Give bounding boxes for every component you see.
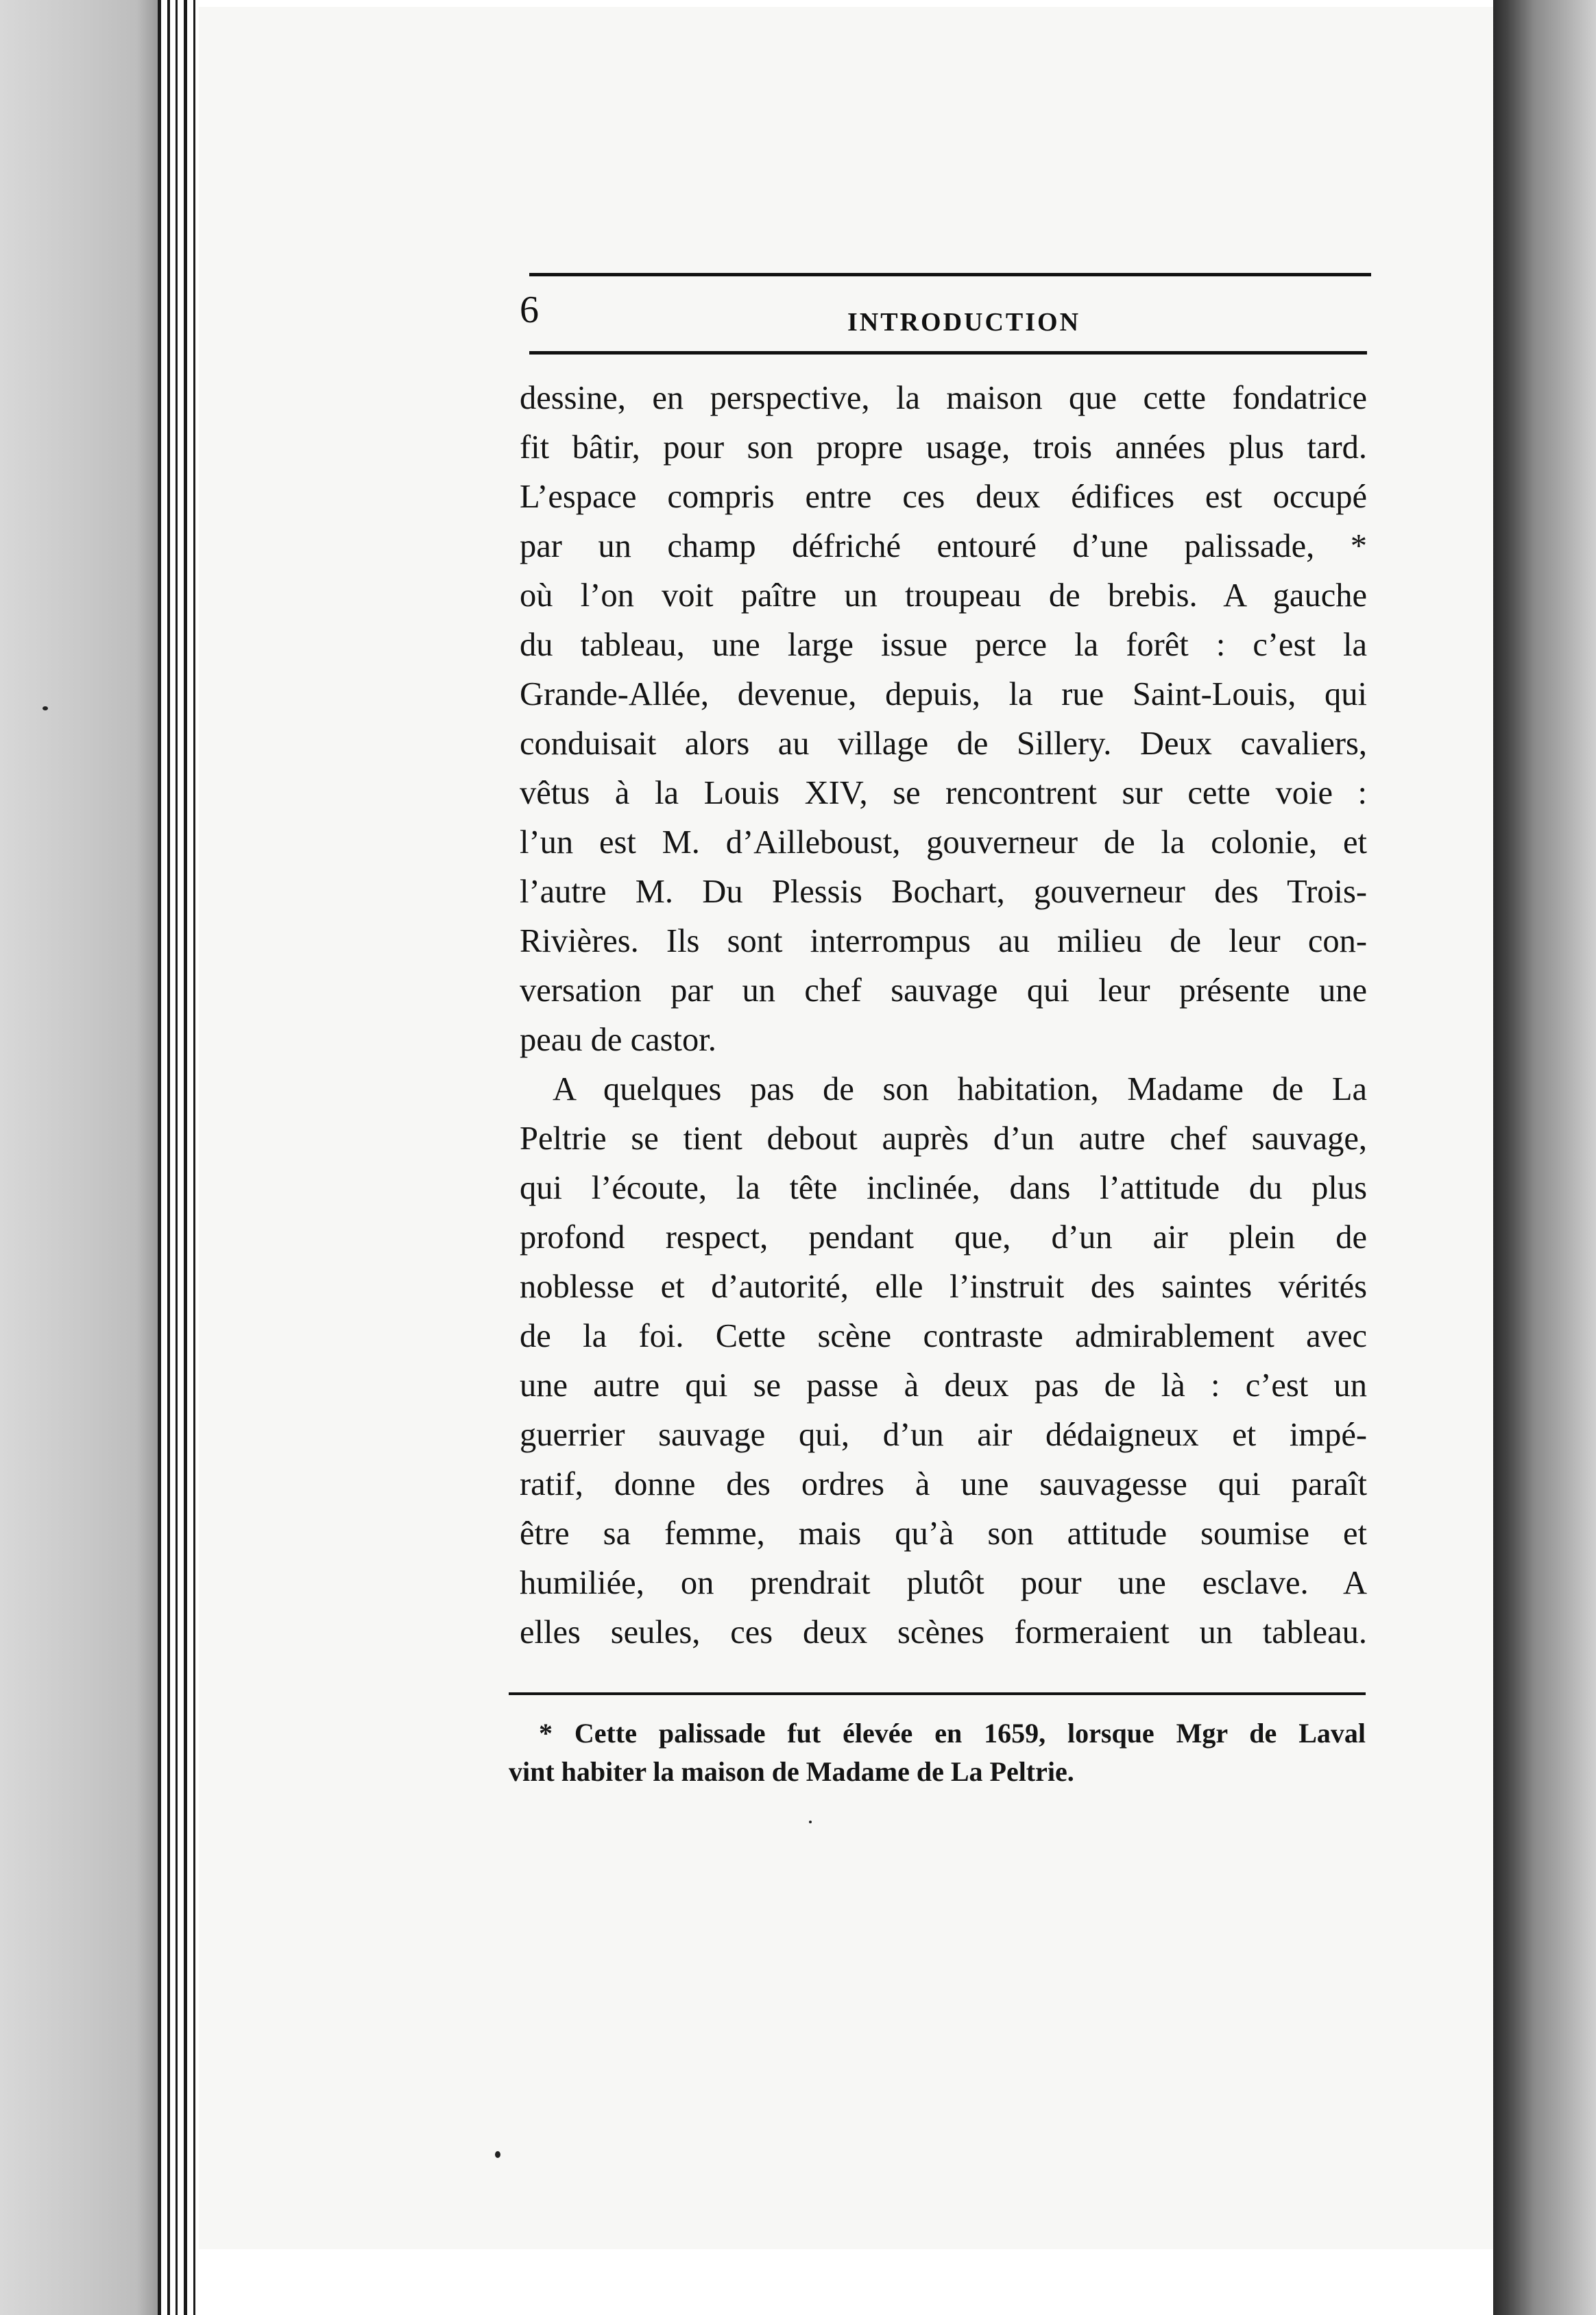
- text-line: peau de castor.: [520, 1022, 716, 1058]
- footnote-line: * Cette palissade fut élevée en 1659, lorsque Mgr de Laval: [539, 1718, 1366, 1749]
- text-line: L’espace compris entre ces deux édifices est occupé: [520, 479, 1367, 515]
- scan-right-margin: [1493, 0, 1596, 2315]
- text-line: conduisait alors au village de Sillery. Deux cavaliers,: [520, 725, 1367, 762]
- text-line: l’autre M. Du Plessis Bochart, gouverneur des Trois-: [520, 874, 1367, 910]
- page-edge-line: [158, 0, 161, 2315]
- scan-speck: [809, 1821, 812, 1823]
- scan-speck: [495, 2151, 500, 2158]
- footnote: [509, 1714, 1366, 1791]
- scan-left-margin: [0, 0, 158, 2315]
- body-text: [520, 374, 1367, 1657]
- text-line: Peltrie se tient debout auprès d’un autre chef sauvage,: [520, 1120, 1367, 1157]
- text-line: A quelques pas de son habitation, Madame de La: [553, 1071, 1367, 1107]
- text-line: être sa femme, mais qu’à son attitude soumise et: [520, 1515, 1367, 1552]
- scan-speck: [43, 706, 48, 710]
- footnote-rule: [509, 1692, 1366, 1695]
- text-line: de la foi. Cette scène contraste admirablement avec: [520, 1318, 1367, 1354]
- header-top-rule: [529, 273, 1371, 276]
- footnote-line: vint habiter la maison de Madame de La Peltrie.: [509, 1756, 1074, 1787]
- text-line: guerrier sauvage qui, d’un air dédaigneux et impé-: [520, 1417, 1367, 1453]
- text-line: une autre qui se passe à deux pas de là : c’est un: [520, 1367, 1367, 1404]
- text-line: noblesse et d’autorité, elle l’instruit des saintes vérités: [520, 1269, 1367, 1305]
- text-line: versation par un chef sauvage qui leur présente une: [520, 972, 1367, 1009]
- text-line: fit bâtir, pour son propre usage, trois années plus tard.: [520, 429, 1367, 466]
- text-line: ratif, donne des ordres à une sauvagesse qui paraît: [520, 1466, 1367, 1502]
- text-line: du tableau, une large issue perce la forêt : c’est la: [520, 627, 1367, 663]
- header-bottom-rule: [529, 351, 1367, 355]
- page-edge-line: [176, 0, 178, 2315]
- text-line: l’un est M. d’Ailleboust, gouverneur de la colonie, et: [520, 824, 1367, 861]
- page-edge-line: [167, 0, 170, 2315]
- page-edge-line: [184, 0, 187, 2315]
- text-line: Rivières. Ils sont interrompus au milieu de leur con-: [520, 923, 1367, 959]
- text-line: qui l’écoute, la tête inclinée, dans l’attitude du plus: [520, 1170, 1367, 1206]
- text-line: elles seules, ces deux scènes formeraient un tableau.: [520, 1614, 1367, 1651]
- text-line: Grande-Allée, devenue, depuis, la rue Saint-Louis, qui: [520, 676, 1367, 712]
- text-line: par un champ défriché entouré d’une palissade, *: [520, 528, 1367, 564]
- page-edge-line: [193, 0, 195, 2315]
- page-number: 6: [520, 289, 539, 331]
- text-line: profond respect, pendant que, d’un air plein de: [520, 1219, 1367, 1256]
- text-line: où l’on voit paître un troupeau de brebis. A gauche: [520, 577, 1367, 614]
- text-line: humiliée, on prendrait plutôt pour une esclave. A: [520, 1565, 1367, 1601]
- text-line: vêtus à la Louis XIV, se rencontrent sur cette voie :: [520, 775, 1367, 811]
- text-line: dessine, en perspective, la maison que cette fondatrice: [520, 380, 1367, 416]
- running-title: INTRODUCTION: [847, 308, 1081, 337]
